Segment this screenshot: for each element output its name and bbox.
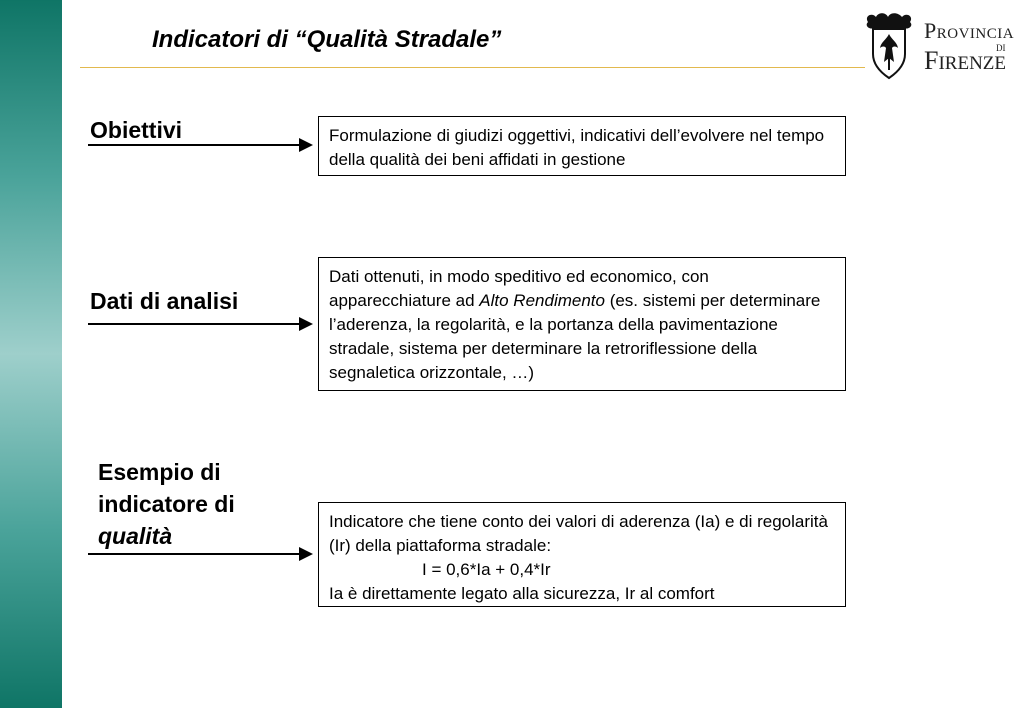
dati-text-part1: Dati ottenuti, in modo speditivo ed economico, con apparecchiature ad — [329, 267, 709, 310]
box-obiettivi — [318, 116, 846, 176]
label-dati-di-analisi: Dati di analisi — [90, 288, 239, 314]
logo-di-text: DI — [996, 43, 1006, 53]
arrow-dati-di-analisi — [88, 317, 313, 331]
page-title: Indicatori di “Qualità Stradale” — [152, 26, 502, 53]
logo-initial-f: F — [924, 46, 939, 75]
label-esempio-indicatore — [98, 456, 235, 552]
label-esempio-line1: Esempio di — [98, 459, 221, 485]
arrow-esempio-indicatore — [88, 547, 313, 561]
title-divider — [80, 67, 865, 68]
box-esempio-line1: Indicatore che tiene conto dei valori di aderenza (Ia) e di regolarità (Ir) della piattaforma stradale: — [329, 512, 828, 555]
provincia-firenze-logo — [862, 12, 1015, 82]
logo-initial-p: P — [924, 18, 937, 43]
box-dati-di-analisi — [318, 257, 846, 391]
box-obiettivi-text: Formulazione di giudizi oggettivi, indicativi dell’evolvere nel tempo della qualità dei beni affidati in gestione — [329, 126, 825, 169]
logo-provincia-text: ROVINCIA — [936, 26, 1015, 42]
label-obiettivi: Obiettivi — [90, 117, 183, 143]
coat-of-arms-icon — [862, 12, 916, 80]
box-esempio-indicatore — [318, 502, 846, 607]
logo-firenze-text: IRENZE — [938, 53, 1007, 74]
box-esempio-line3: Ia è direttamente legato alla sicurezza, Ir al comfort — [329, 584, 715, 603]
label-esempio-line3: qualità — [98, 523, 173, 549]
logo-wordmark — [924, 18, 1015, 75]
dati-text-italic: Alto Rendimento — [479, 291, 605, 310]
arrow-obiettivi — [88, 138, 313, 152]
box-dati-di-analisi-text — [329, 265, 835, 385]
dati-text-part2: (es. sistemi per determinare l’aderenza, la regolarità, e la portanza della pavimentazione stradale, sistema per determinare la retroriflessione della segnaletica orizzontale, …) — [329, 291, 821, 382]
side-decoration-bar — [0, 0, 62, 708]
box-esempio-formula: I = 0,6*Ia + 0,4*Ir — [422, 560, 551, 579]
label-esempio-line2: indicatore di — [98, 491, 235, 517]
